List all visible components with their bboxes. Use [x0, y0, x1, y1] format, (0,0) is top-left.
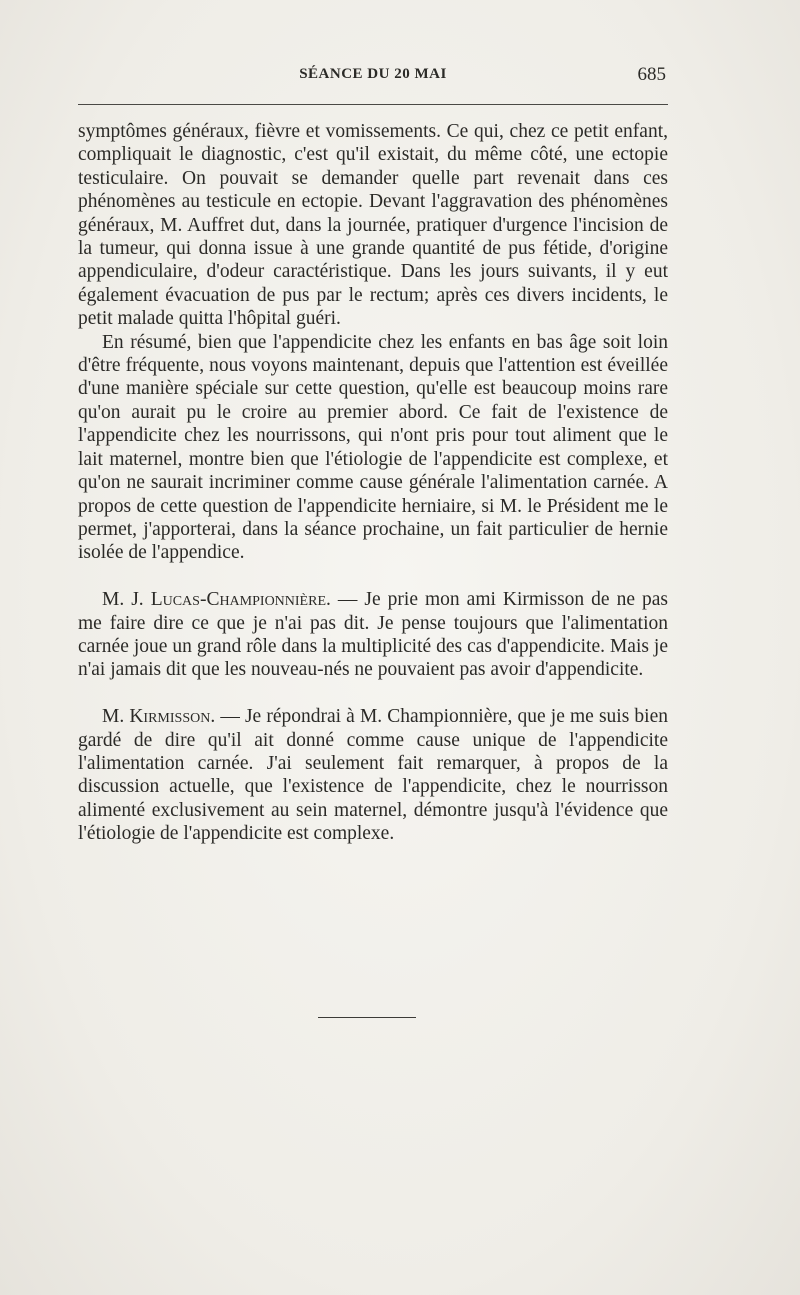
page-header — [78, 66, 668, 96]
speaker-name: M. J. Lucas-Championnière. — [102, 589, 331, 611]
header-rule — [78, 104, 668, 105]
speaker-name: M. Kirmisson. — [102, 706, 216, 728]
running-title: SÉANCE DU 20 MAI — [299, 66, 447, 82]
paragraph-continued: symptômes généraux, fièvre et vomissements. Ce qui, chez ce petit enfant, compliquait le diagnostic, c'est qu'il existait, du même côté, une ectopie testiculaire. On pouvait se demander quelle part revenait dans ces phénomènes au testicule en ectopie. Devant l'aggravation des phénomènes généraux, M. Auffret dut, dans la journée, pratiquer d'urgence l'incision de la tumeur, qui donna issue à une grande quantité de pus fétide, d'origine appendiculaire, d'odeur caractéristique. Dans les jours suivants, il y eut également évacuation de pus par le rectum; après ces divers incidents, le petit malade quitta l'hôpital guéri. — [78, 121, 668, 330]
speech-lucas-championniere — [78, 588, 668, 682]
body-text — [78, 120, 668, 846]
page-number: 685 — [637, 64, 666, 85]
end-rule — [318, 1017, 416, 1018]
speech-text: — Je prie mon ami Kirmisson de ne pas me faire dire ce que je n'ai pas dit. Je pense toujours que l'alimentation carnée joue un grand rôle dans la multiplicité des cas d'appendicite. Mais je n'ai jamais dit que les nouveau-nés ne pouvaient pas avoir d'appendicite. — [78, 589, 668, 681]
speech-text: — Je répondrai à M. Championnière, que je me suis bien gardé de dire qu'il ait donné comme cause unique de l'appendicite l'alimentation carnée. J'ai seulement fait remarquer, à propos de la discussion actuelle, que l'existence de l'appendicite, chez le nourrisson alimenté exclusivement au sein maternel, démontre jusqu'à l'évidence que l'étiologie de l'appendicite est complexe. — [78, 706, 668, 845]
paragraph-summary: En résumé, bien que l'appendicite chez les enfants en bas âge soit loin d'être fréquente, nous voyons maintenant, depuis que l'attention est éveillée d'une manière spéciale sur cette question, qu'elle est beaucoup moins rare qu'on aurait pu le croire au premier abord. Ce fait de l'existence de l'appendicite chez les nourrissons, qui n'ont pris pour tout aliment que le lait maternel, montre bien que l'étiologie de l'appendicite est complexe, et qu'on ne saurait incriminer comme cause générale l'alimentation carnée. A propos de cette question de l'appendicite herniaire, si M. le Président me le permet, j'apporterai, dans la séance prochaine, un fait particulier de hernie isolée de l'appendice. — [78, 331, 668, 564]
speech-kirmisson — [78, 705, 668, 845]
